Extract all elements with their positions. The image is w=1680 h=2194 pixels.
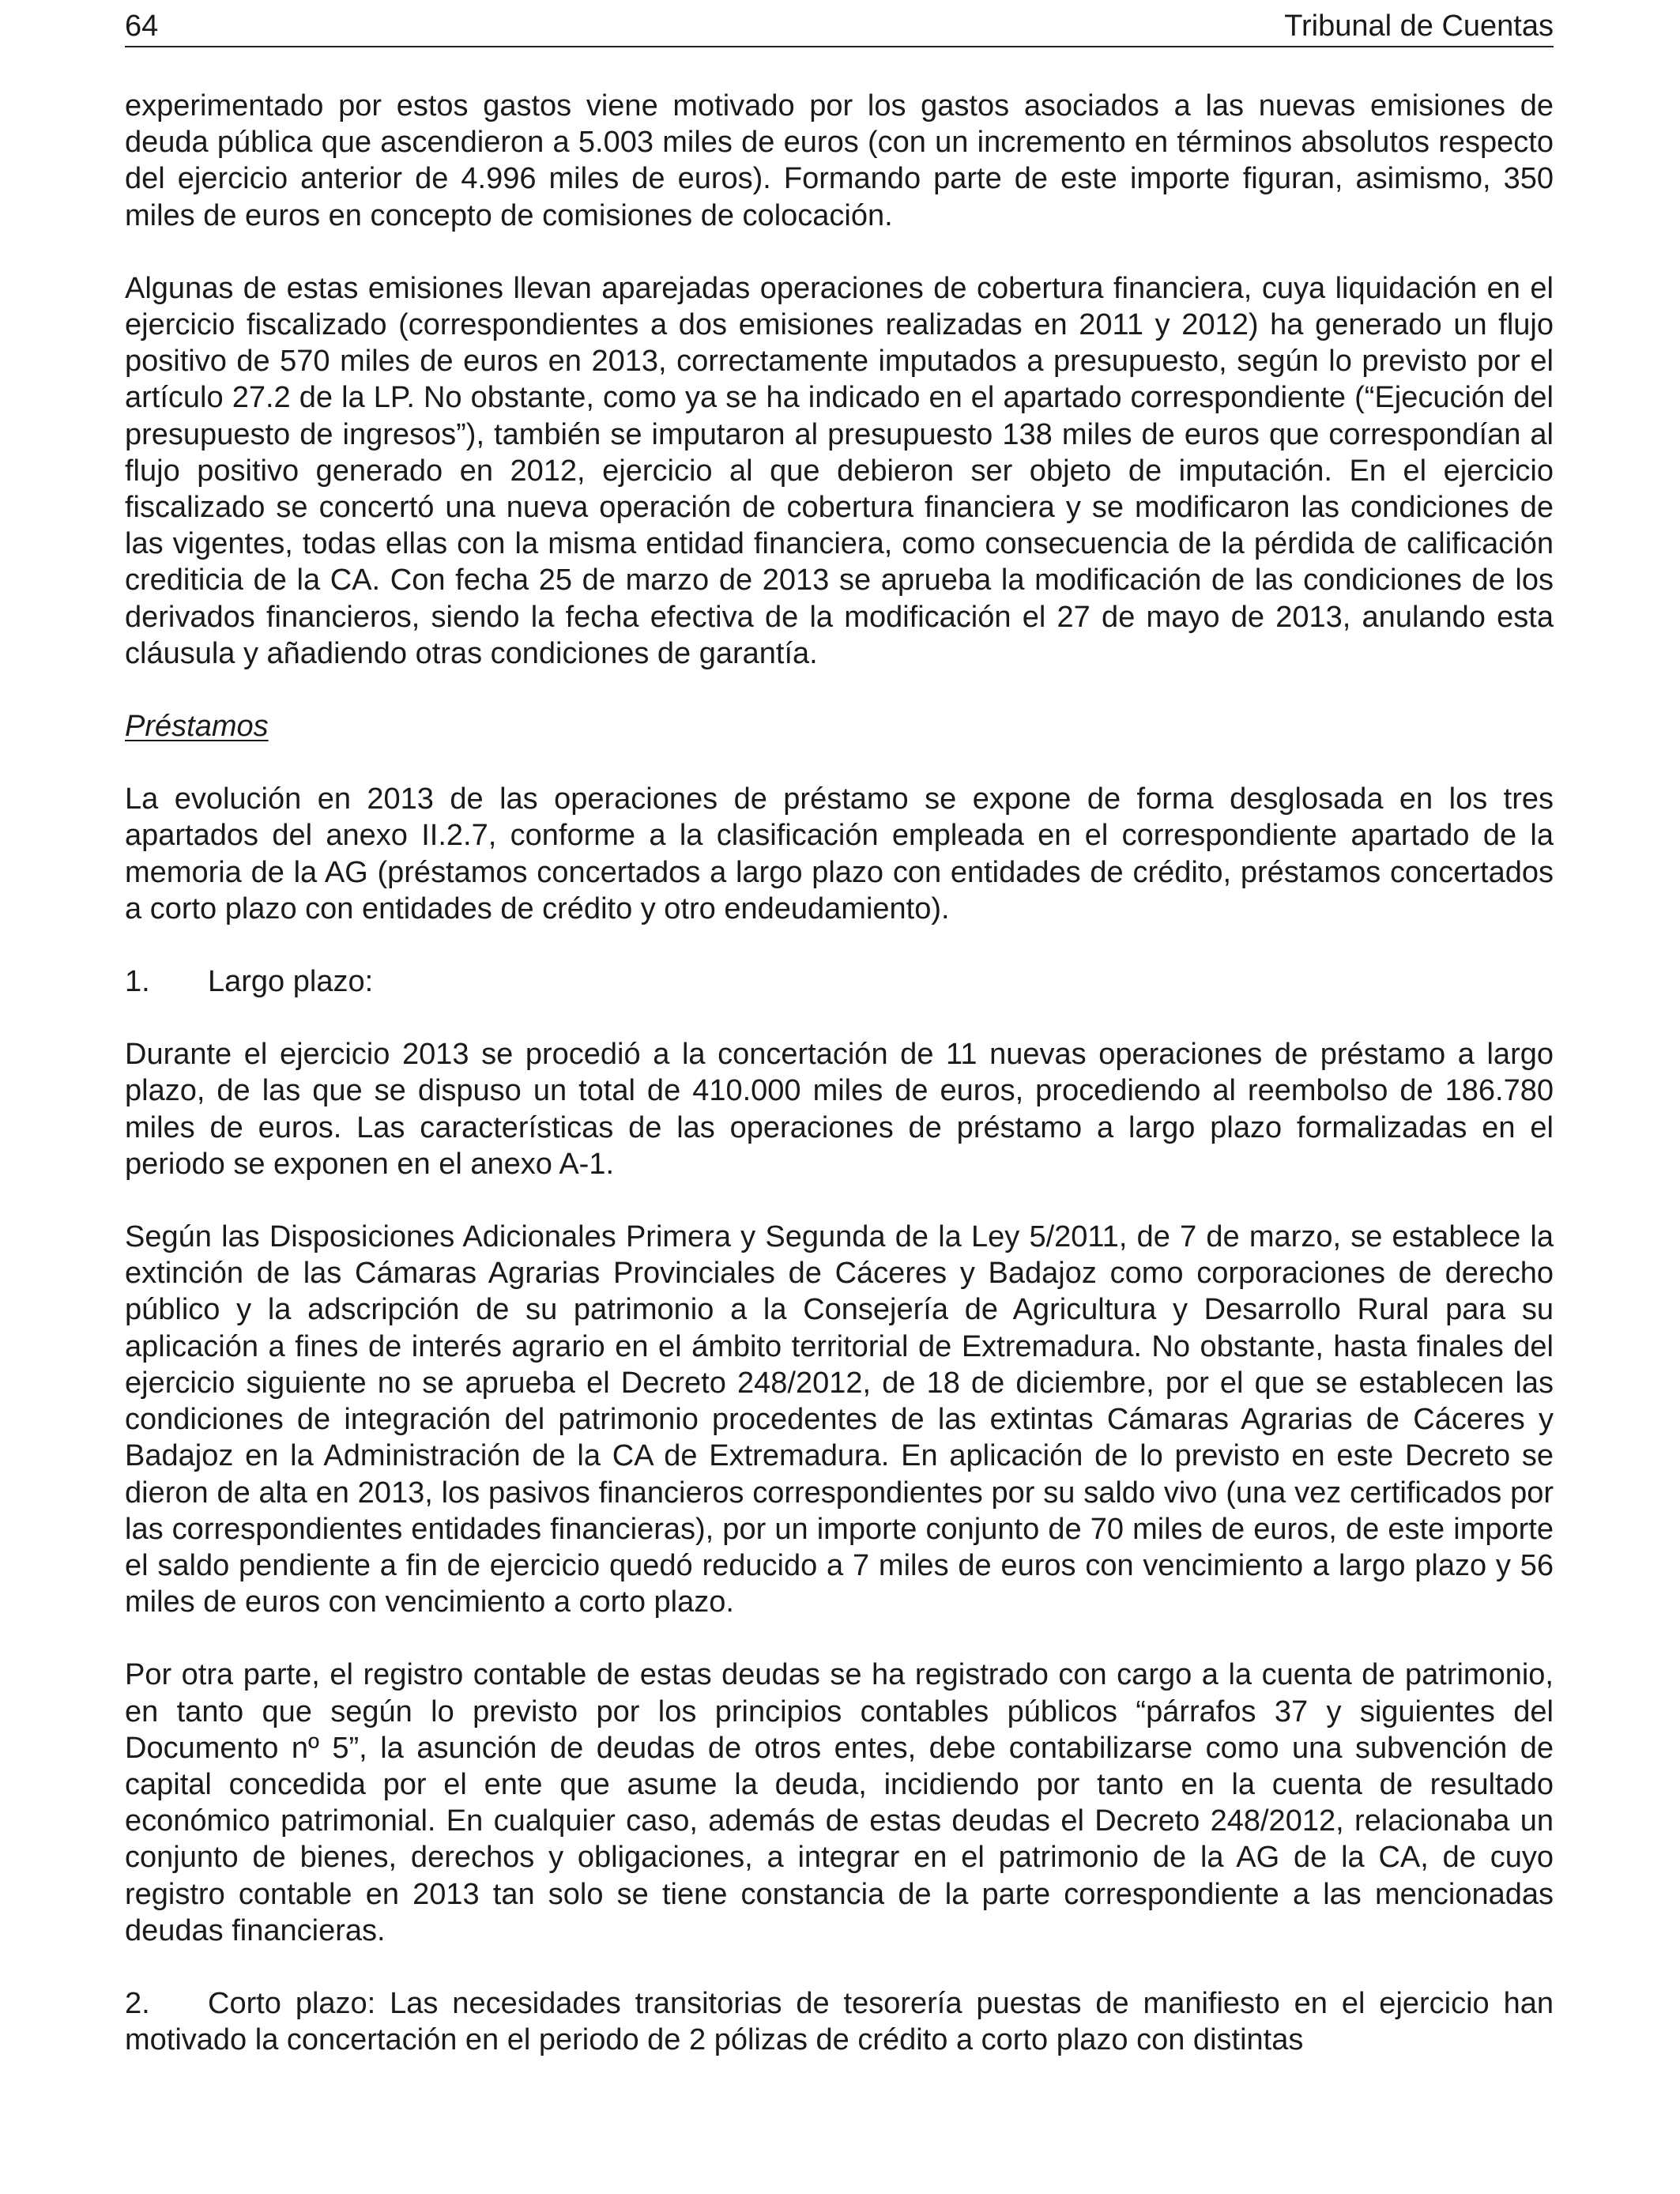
- paragraph-evolucion-prestamos: La evolución en 2013 de las operaciones de préstamo se expone de forma desglosada en los tres apartados del anexo II.2.7, conforme a la clasificación empleada en el correspondiente apartado de la memoria de la AG (préstamos concertados a largo plazo con entidades de crédito, préstamos concertados a corto plazo con entidades de crédito y otro endeudamiento).: [125, 782, 1554, 925]
- section-heading-prestamos: [125, 708, 1554, 745]
- paragraph-gastos-emisiones: experimentado por estos gastos viene motivado por los gastos asociados a las nuevas emisiones de deuda pública que ascendieron a 5.003 miles de euros (con un incremento en términos absolutos respecto del ejercicio anterior de 4.996 miles de euros). Formando parte de este importe figuran, asimismo, 350 miles de euros en concepto de comisiones de colocación.: [125, 89, 1554, 232]
- paragraph-largo-plazo: Durante el ejercicio 2013 se procedió a la concertación de 11 nuevas operaciones de préstamo a largo plazo, de las que se dispuso un total de 410.000 miles de euros, procediendo al reembolso de 186.780 miles de euros. Las características de las operaciones de préstamo a largo plazo formalizadas en el periodo se exponen en el anexo A-1.: [125, 1038, 1554, 1181]
- page-number: 64: [125, 9, 159, 43]
- list-item-label: Largo plazo:: [208, 965, 374, 999]
- list-marker: 2.: [125, 1986, 150, 2020]
- list-item-largo-plazo: [125, 963, 1554, 1000]
- paragraph-registro-contable: Por otra parte, el registro contable de estas deudas se ha registrado con cargo a la cuenta de patrimonio, en tanto que según lo previsto por los principios contables públicos “párrafos 37 y siguientes del Documento nº 5”, la asunción de deudas de otros entes, debe contabilizarse como una subvención de capital concedida por el ente que asume la deuda, incidiendo por tanto en la cuenta de resultado económico patrimonial. En cualquier caso, además de estas deudas el Decreto 248/2012, relacionaba un conjunto de bienes, derechos y obligaciones, a integrar en el patrimonio de la AG de la CA, de cuyo registro contable en 2013 tan solo se tiene constancia de la parte correspondiente a las mencionadas deudas financieras.: [125, 1658, 1554, 1947]
- paragraph-camaras-agrarias: Según las Disposiciones Adicionales Primera y Segunda de la Ley 5/2011, de 7 de marzo, se establece la extinción de las Cámaras Agrarias Provinciales de Cáceres y Badajoz como corporaciones de derecho público y la adscripción de su patrimonio a la Consejería de Agricultura y Desarrollo Rural para su aplicación a fines de interés agrario en el ámbito territorial de Extremadura. No obstante, hasta finales del ejercicio siguiente no se aprueba el Decreto 248/2012, de 18 de diciembre, por el que se establecen las condiciones de integración del patrimonio procedentes de las extintas Cámaras Agrarias de Cáceres y Badajoz en la Administración de la CA de Extremadura. En aplicación de lo previsto en este Decreto se dieron de alta en 2013, los pasivos financieros correspondientes por su saldo vivo (una vez certificados por las correspondientes entidades financieras), por un importe conjunto de 70 miles de euros, de este importe el saldo pendiente a fin de ejercicio quedó reducido a 7 miles de euros con vencimiento a largo plazo y 56 miles de euros con vencimiento a corto plazo.: [125, 1220, 1554, 1619]
- list-marker: 1.: [125, 965, 150, 999]
- list-item-text: Corto plazo: Las necesidades transitorias de tesorería puestas de manifiesto en el ejercicio han motivado la concertación en el periodo de 2 pólizas de crédito a corto plazo con distintas: [125, 1986, 1554, 2057]
- list-item-corto-plazo: [125, 1985, 1554, 2058]
- page-header: [125, 6, 1554, 47]
- header-organization: Tribunal de Cuentas: [1284, 9, 1554, 43]
- section-heading-text: Préstamos: [125, 710, 269, 744]
- document-body: [125, 88, 1554, 2094]
- paragraph-cobertura-financiera: Algunas de estas emisiones llevan aparejadas operaciones de cobertura financiera, cuya liquidación en el ejercicio fiscalizado (correspondientes a dos emisiones realizadas en 2011 y 2012) ha generado un flujo positivo de 570 miles de euros en 2013, correctamente imputados a presupuesto, según lo previsto por el artículo 27.2 de la LP. No obstante, como ya se ha indicado en el apartado correspondiente (“Ejecución del presupuesto de ingresos”), también se imputaron al presupuesto 138 miles de euros que correspondían al flujo positivo generado en 2012, ejercicio al que debieron ser objeto de imputación. En el ejercicio fiscalizado se concertó una nueva operación de cobertura financiera y se modificaron las condiciones de las vigentes, todas ellas con la misma entidad financiera, como consecuencia de la pérdida de calificación crediticia de la CA. Con fecha 25 de marzo de 2013 se aprueba la modificación de las condiciones de los derivados financieros, siendo la fecha efectiva de la modificación el 27 de mayo de 2013, anulando esta cláusula y añadiendo otras condiciones de garantía.: [125, 271, 1554, 670]
